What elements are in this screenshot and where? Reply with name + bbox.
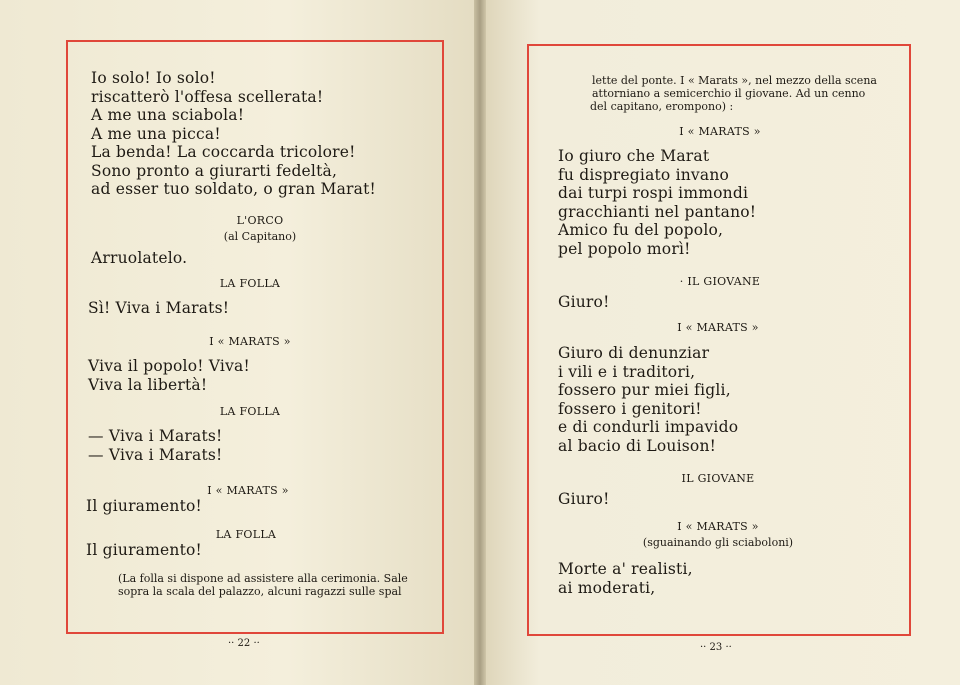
page-number: ·· 23 ·· xyxy=(700,642,732,653)
verse-line: i vili e i traditori, xyxy=(558,362,696,381)
verse-line: — Viva i Marats! xyxy=(88,445,223,464)
book-gutter xyxy=(474,0,486,685)
verse-line: Il giuramento! xyxy=(86,497,202,515)
right-stage-direction xyxy=(592,74,877,113)
verse-line: fu dispregiato invano xyxy=(558,165,730,184)
speaker-name: I « MARATS » xyxy=(677,321,759,334)
verse-line: Viva il popolo! Viva! xyxy=(88,357,250,375)
verse-line: fossero pur miei figli, xyxy=(558,381,731,399)
page-number: ·· 22 ·· xyxy=(228,638,260,649)
speaker-name: IL GIOVANE xyxy=(681,472,755,485)
speaker-name: I « MARATS » xyxy=(679,125,761,138)
verse-line: e di condurli impavido xyxy=(558,418,739,436)
verse-line: Il giuramento! xyxy=(86,541,202,559)
speaker-name: LA FOLLA xyxy=(215,528,277,541)
right-verse-1 xyxy=(558,147,756,258)
verse-line: Sì! Viva i Marats! xyxy=(88,299,230,317)
verse-line: Io giuro che Marat xyxy=(558,147,710,165)
speaker-name: LA FOLLA xyxy=(219,405,281,418)
left-verse-4 xyxy=(88,357,250,394)
left-verse-5 xyxy=(88,427,223,464)
right-verse-3 xyxy=(558,344,738,455)
verse-line: A me una sciabola! xyxy=(91,106,245,124)
left-stage-direction xyxy=(118,572,408,598)
verse-line: La benda! La coccarda tricolore! xyxy=(91,143,356,161)
speaker-name: · IL GIOVANE xyxy=(679,275,761,288)
speaker-name: I « MARATS » xyxy=(207,484,289,497)
verse-line: Sono pronto a giurarti fedeltà, xyxy=(91,161,338,180)
verse-line: Giuro! xyxy=(558,293,610,311)
verse-line: Morte a' realisti, xyxy=(558,560,693,578)
verse-line: ad esser tuo soldato, o gran Marat! xyxy=(91,180,376,198)
speaker-name: L'ORCO xyxy=(236,214,284,227)
stage-direction: (al Capitano) xyxy=(223,230,297,243)
verse-line: pel popolo morì! xyxy=(558,239,691,258)
verse-line: — Viva i Marats! xyxy=(88,427,223,445)
verse-line: Giuro di denunziar xyxy=(558,344,710,362)
speaker-name: LA FOLLA xyxy=(219,277,281,290)
verse-line: Amico fu del popolo, xyxy=(558,221,724,239)
stage-direction: (sguainando gli sciaboloni) xyxy=(642,536,794,549)
verse-line: ai moderati, xyxy=(558,578,656,597)
left-verse-1 xyxy=(91,69,376,199)
stage-line: lette del ponte. I « Marats », nel mezzo della scena xyxy=(592,74,877,87)
stage-line: del capitano, erompono) : xyxy=(590,100,734,113)
verse-line: gracchianti nel pantano! xyxy=(558,202,757,221)
verse-line: dai turpi rospi immondi xyxy=(558,184,749,202)
verse-line: A me una picca! xyxy=(91,124,221,143)
verse-line: riscatterò l'offesa scellerata! xyxy=(91,87,324,106)
stage-line: attorniano a semicerchio il giovane. Ad un cenno xyxy=(592,87,866,100)
stage-line: sopra la scala del palazzo, alcuni ragazzi sulle spal xyxy=(118,585,402,598)
speaker-name: I « MARATS » xyxy=(677,520,759,533)
speaker-name: I « MARATS » xyxy=(209,335,291,348)
verse-line: Viva la libertà! xyxy=(88,375,208,394)
stage-line: (La folla si dispone ad assistere alla cerimonia. Sale xyxy=(118,572,408,585)
verse-line: Io solo! Io solo! xyxy=(91,69,216,87)
verse-line: al bacio di Louison! xyxy=(558,436,717,455)
verse-line: Arruolatelo. xyxy=(91,249,188,267)
verse-line: Giuro! xyxy=(558,490,610,508)
verse-line: fossero i genitori! xyxy=(558,399,702,418)
right-verse-5 xyxy=(558,560,693,597)
